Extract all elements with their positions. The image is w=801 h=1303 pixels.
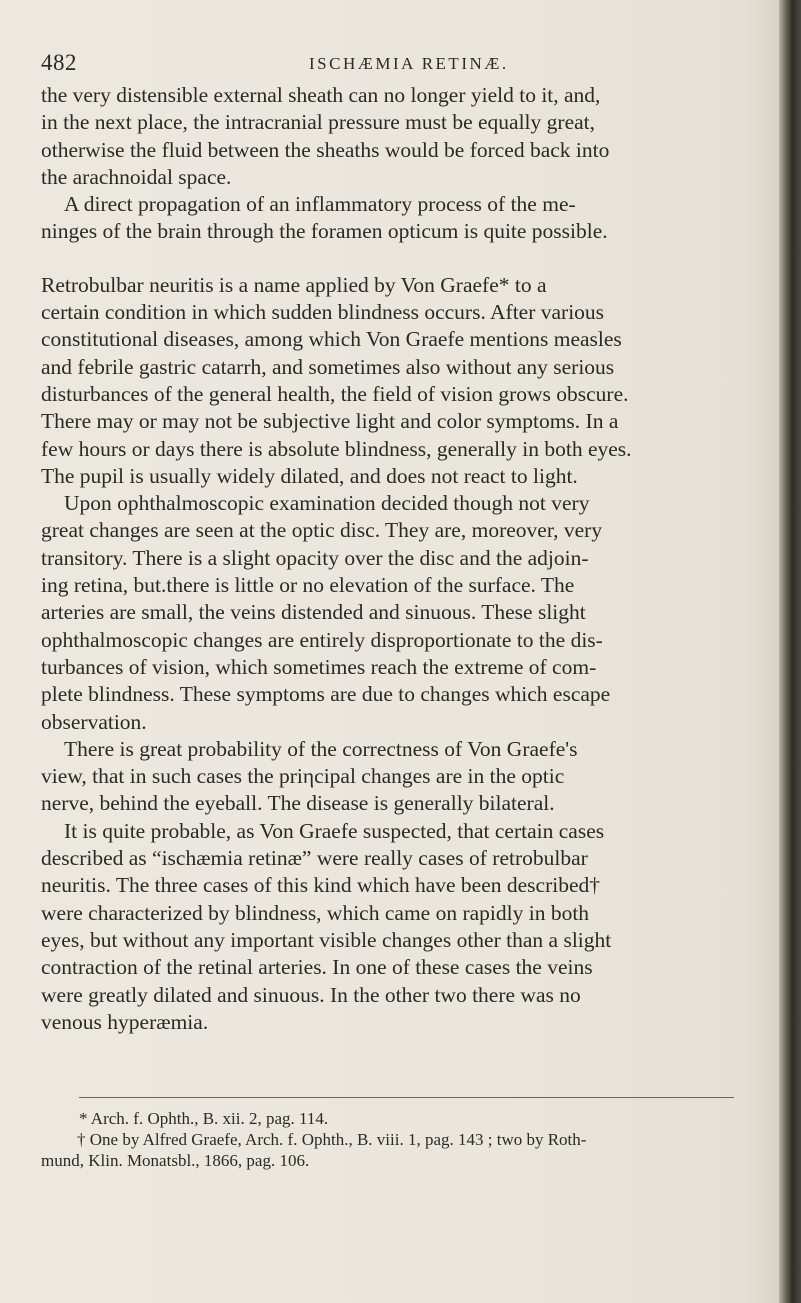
text-line: turbances of vision, which sometimes reach the extreme of com-	[41, 654, 597, 679]
text-line: It is quite probable, as Von Graefe suspected, that certain cases	[64, 818, 605, 843]
footnote-rule	[79, 1097, 734, 1098]
text-line: certain condition in which sudden blindness occurs. After various	[41, 300, 605, 325]
text-line: transitory. There is a slight opacity over the disc and the adjoin-	[41, 545, 589, 570]
text-line: in the next place, the intracranial pressure must be equally great,	[41, 110, 596, 135]
text-line: ophthalmoscopic changes are entirely disproportionate to the dis-	[41, 627, 603, 652]
paragraph	[41, 818, 759, 1036]
text-line: The pupil is usually widely dilated, and does not react to light.	[41, 463, 578, 488]
footnotes	[41, 1108, 759, 1171]
paragraph	[41, 490, 759, 736]
footnote-line: * Arch. f. Ophth., B. xii. 2, pag. 114.	[79, 1109, 329, 1128]
footnote-line: mund, Klin. Monatsbl., 1866, pag. 106.	[41, 1151, 310, 1170]
footnote	[41, 1129, 759, 1171]
text-line: Upon ophthalmoscopic examination decided though not very	[64, 491, 590, 516]
paragraph	[41, 736, 759, 818]
text-line: constitutional diseases, among which Von Graefe mentions measles	[41, 327, 622, 352]
text-line: and febrile gastric catarrh, and sometimes also without any serious	[41, 354, 615, 379]
text-line: neuritis. The three cases of this kind which have been described†	[41, 873, 601, 898]
text-line: contraction of the retinal arteries. In one of these cases the veins	[41, 955, 593, 980]
text-line: There may or may not be subjective light and color symptoms. In a	[41, 409, 619, 434]
text-line: disturbances of the general health, the field of vision grows obscure.	[41, 381, 629, 406]
page-number: 482	[41, 50, 77, 75]
text-line: were greatly dilated and sinuous. In the other two there was no	[41, 982, 581, 1007]
text-line: A direct propagation of an inflammatory process of the me-	[64, 192, 576, 217]
page-edge	[779, 0, 801, 1303]
text-line: observation.	[41, 709, 147, 734]
text-line: Retrobulbar neuritis is a name applied by Von Graefe* to a	[41, 272, 547, 297]
text-line: arteries are small, the veins distended and sinuous. These slight	[41, 600, 586, 625]
text-line: There is great probability of the correctness of Von Graefe's	[64, 736, 578, 761]
running-head: ISCHÆMIA RETINÆ.	[309, 54, 509, 73]
page-header	[41, 50, 741, 82]
text-line: great changes are seen at the optic disc. They are, moreover, very	[41, 518, 603, 543]
paragraph	[41, 191, 759, 246]
text-line: few hours or days there is absolute blindness, generally in both eyes.	[41, 436, 632, 461]
text-line: venous hyperæmia.	[41, 1009, 209, 1034]
text-line: nerve, behind the eyeball. The disease is generally bilateral.	[41, 791, 555, 816]
text-line: eyes, but without any important visible changes other than a slight	[41, 927, 612, 952]
text-line: otherwise the fluid between the sheaths would be forced back into	[41, 137, 610, 162]
text-line: ninges of the brain through the foramen opticum is quite possible.	[41, 219, 608, 244]
paragraph	[41, 82, 759, 191]
text-line: were characterized by blindness, which came on rapidly in both	[41, 900, 590, 925]
body-text	[41, 82, 759, 1036]
footnote-line: † One by Alfred Graefe, Arch. f. Ophth., B. viii. 1, pag. 143 ; two by Roth-	[77, 1130, 587, 1149]
paragraph-gap	[41, 246, 759, 272]
text-line: view, that in such cases the priηcipal changes are in the optic	[41, 764, 565, 789]
footnote	[41, 1108, 759, 1129]
text-line: the arachnoidal space.	[41, 164, 232, 189]
text-line: described as “ischæmia retinæ” were really cases of retrobulbar	[41, 846, 588, 871]
paragraph	[41, 272, 759, 490]
text-line: plete blindness. These symptoms are due to changes which escape	[41, 682, 611, 707]
text-line: the very distensible external sheath can no longer yield to it, and,	[41, 83, 601, 107]
text-line: ing retina, but.there is little or no elevation of the surface. The	[41, 573, 575, 598]
